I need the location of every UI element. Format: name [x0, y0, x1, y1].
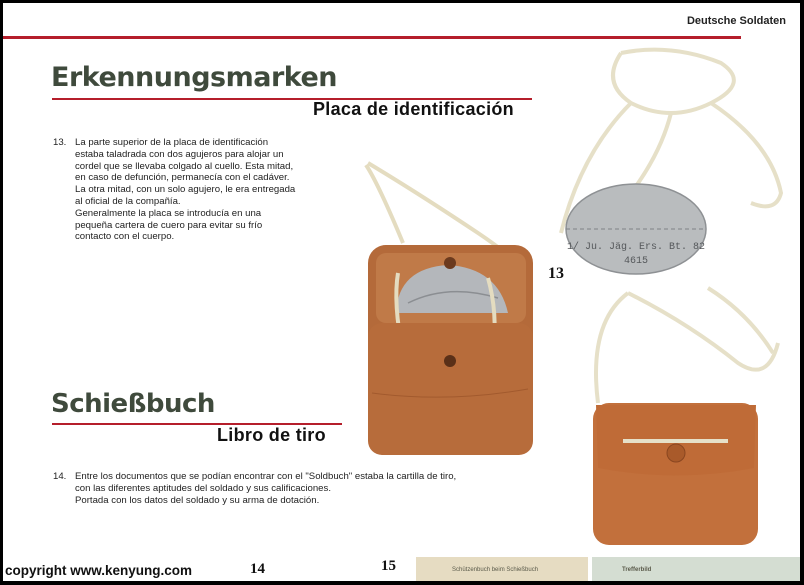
caption-line: cordel que se llevaba colgado al cuello. Esta mitad,	[75, 160, 294, 172]
leather-pouch-open-photo	[358, 153, 558, 463]
caption-14	[53, 471, 553, 511]
identification-tag-photo	[551, 43, 796, 283]
caption-line: Generalmente la placa se introducía en una	[75, 207, 262, 219]
caption-13	[53, 137, 353, 257]
leather-pouch-closed-photo	[568, 283, 793, 553]
caption-line: al oficial de la compañía.	[75, 195, 181, 207]
tag-stamp-number: 4615	[623, 256, 649, 267]
section-subtitle: Libro de tiro	[217, 425, 326, 445]
caption-line: con las diferentes aptitudes del soldado y sus calificaciones.	[75, 482, 331, 494]
caption-number: 13.	[53, 137, 67, 148]
section-title-schiessbuch: Schießbuch	[51, 389, 215, 419]
document-page-right	[592, 557, 800, 581]
caption-line: La parte superior de la placa de identificación	[75, 137, 269, 148]
running-header: Deutsche Soldaten	[686, 15, 786, 27]
caption-line: Portada con los datos del soldado y su arma de dotación.	[75, 494, 320, 506]
caption-line: en caso de defunción, permanecía con el cadáver.	[75, 172, 290, 184]
caption-line: La otra mitad, con un solo agujero, le era entregada	[75, 184, 296, 196]
caption-body	[75, 137, 295, 243]
document-page-left	[416, 557, 588, 581]
photo-label: 13	[548, 265, 564, 282]
caption-line: estaba taladrada con dos agujeros para alojar un	[75, 148, 284, 160]
page-number-left: 14	[250, 561, 265, 577]
section-subtitle: Placa de identificación	[313, 99, 514, 119]
caption-line: contacto con el cuerpo.	[75, 231, 175, 243]
caption-body	[75, 471, 456, 506]
section-title-erkennungsmarken: Erkennungsmarken	[51, 62, 338, 93]
book-spread	[3, 3, 800, 581]
document-text: Trefferbild	[622, 567, 652, 573]
page-number-right: 15	[381, 558, 396, 574]
soldbuch-document-strip	[416, 557, 800, 581]
caption-number: 14.	[53, 471, 67, 482]
header-rule	[3, 36, 741, 39]
document-text: Schützenbuch beim Schießbuch	[452, 567, 539, 573]
tag-stamp-line: 1/ Ju. Jäg. Ers. Bt. 82	[566, 242, 706, 253]
caption-line: Entre los documentos que se podían encontrar con el "Soldbuch" estaba la cartilla de tiro,	[75, 471, 457, 482]
caption-line: pequeña cartera de cuero para evitar su frío	[75, 219, 263, 231]
copyright-watermark: copyright www.kenyung.com	[5, 562, 231, 579]
